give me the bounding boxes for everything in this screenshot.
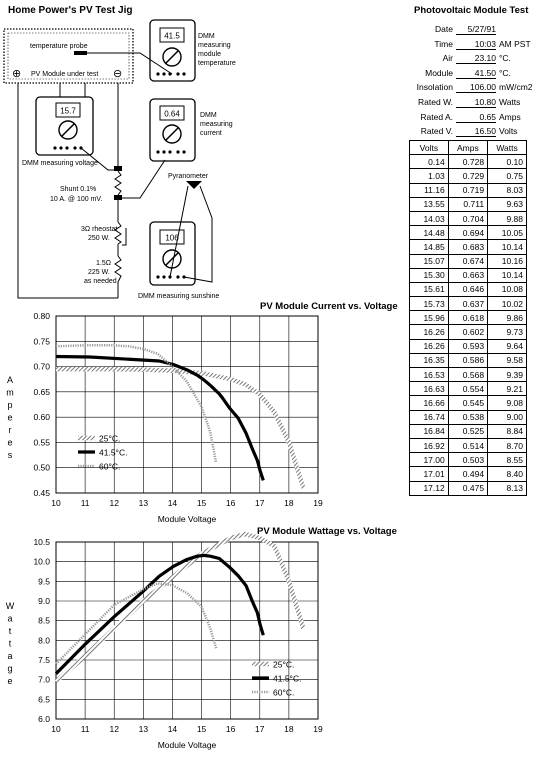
y-tick-label: 10.0 — [33, 556, 50, 567]
test-title: Photovoltaic Module Test — [414, 5, 529, 16]
x-tick-label: 17 — [255, 724, 265, 734]
table-cell: 9.86 — [488, 311, 527, 325]
jig-title: Home Power's PV Test Jig — [8, 5, 133, 16]
meter-voltage-display: 15.7 — [60, 106, 76, 116]
test-info-value: 5/27/91 — [456, 24, 496, 35]
y-tick-label: 8.5 — [38, 615, 50, 626]
y-tick-label: 6.0 — [38, 714, 50, 724]
table-row — [410, 240, 527, 254]
test-info-label: Module — [425, 67, 453, 78]
resistor-label-3: as needed — [84, 278, 117, 285]
test-info-row — [400, 112, 521, 123]
table-row — [410, 481, 527, 495]
y-tick-label: 7.5 — [38, 655, 50, 665]
table-cell: 9.21 — [488, 382, 527, 396]
table-cell: 9.58 — [488, 353, 527, 367]
table-cell: 8.03 — [488, 183, 527, 197]
y-tick-label: 6.5 — [38, 694, 50, 705]
test-info-label: Rated W. — [418, 97, 453, 107]
x-tick-label: 10 — [51, 498, 61, 508]
test-info-row — [400, 39, 531, 50]
legend-label: 60°C. — [273, 687, 295, 698]
shunt-label-2: 10 A. @ 100 mV. — [50, 196, 103, 203]
meter-temp-label-3: module — [198, 51, 221, 58]
test-info-label: Rated A. — [420, 111, 453, 122]
y-tick-label: 0.65 — [33, 386, 50, 397]
table-cell: 17.12 — [410, 481, 449, 495]
test-info-row — [400, 53, 511, 64]
legend-label: 41.5°C. — [273, 673, 302, 684]
legend-label: 25°C. — [273, 659, 295, 670]
meter-temp-label-1: DMM — [198, 33, 215, 40]
chart-current-vs-voltage — [6, 301, 397, 524]
test-info-label: Air — [442, 53, 453, 64]
y-tick-label: 0.75 — [33, 336, 50, 347]
table-cell: 0.711 — [448, 197, 487, 211]
y-tick-label: 0.70 — [33, 361, 50, 372]
test-info-row — [400, 97, 520, 108]
x-tick-label: 10 — [51, 724, 61, 734]
meter-current-label-3: current — [200, 130, 222, 137]
shunt-top — [114, 166, 122, 171]
table-cell: 0.568 — [448, 368, 487, 382]
test-info-unit: °C. — [499, 67, 511, 78]
table-cell: 14.48 — [410, 226, 449, 240]
table-cell: 8.84 — [488, 424, 527, 438]
table-row — [410, 169, 527, 183]
x-tick-label: 17 — [255, 498, 265, 508]
table-cell: 9.39 — [488, 368, 527, 382]
test-info-label: Insolation — [416, 82, 453, 93]
module-label: PV Module under test — [31, 71, 99, 78]
table-cell: 10.16 — [488, 254, 527, 268]
test-info-unit: °C. — [499, 53, 511, 64]
x-tick-label: 12 — [109, 498, 119, 508]
meter-current — [150, 99, 233, 161]
shunt-label-1: Shunt 0.1% — [60, 186, 97, 193]
table-cell: 8.70 — [488, 438, 527, 452]
table-cell: 9.73 — [488, 325, 527, 339]
table-cell: 0.728 — [448, 155, 487, 169]
table-row — [410, 438, 527, 452]
table-cell: 0.663 — [448, 268, 487, 282]
table-cell: 1.03 — [410, 169, 449, 183]
legend-label: 25°C. — [99, 433, 121, 444]
table-row — [410, 410, 527, 424]
x-tick-label: 19 — [313, 724, 323, 734]
table-cell: 16.66 — [410, 396, 449, 410]
y-tick-label: 7.0 — [38, 674, 50, 685]
y-axis-label: A m p e r e s — [6, 374, 14, 460]
resistor-label-2: 225 W. — [88, 269, 110, 276]
rheostat-label-1: 3Ω rheostat — [81, 226, 118, 233]
table-row — [410, 467, 527, 481]
minus-terminal: ⊖ — [113, 68, 123, 80]
table-cell: 0.10 — [488, 155, 527, 169]
table-cell: 0.514 — [448, 438, 487, 452]
meter-voltage-label: DMM measuring voltage — [22, 160, 98, 167]
test-info-unit: AM PST — [499, 38, 531, 49]
test-info-label: Date — [435, 24, 453, 34]
shunt-bottom — [114, 195, 122, 200]
y-tick-label: 0.45 — [33, 488, 50, 498]
table-row — [410, 297, 527, 311]
x-tick-label: 19 — [313, 498, 323, 508]
table-row — [410, 325, 527, 339]
test-info-row — [400, 24, 499, 35]
table-cell: 15.30 — [410, 268, 449, 282]
test-info-value: 16.50 — [456, 126, 496, 137]
x-axis-label: Module Voltage — [157, 514, 217, 524]
table-row — [410, 282, 527, 296]
table-cell: 10.05 — [488, 226, 527, 240]
table-cell: 0.704 — [448, 211, 487, 225]
table-cell: 0.545 — [448, 396, 487, 410]
table-cell: 0.637 — [448, 297, 487, 311]
x-tick-label: 18 — [284, 498, 294, 508]
table-row — [410, 339, 527, 353]
test-info-value: 106.00 — [456, 82, 496, 93]
temp-probe — [74, 51, 87, 55]
column-header: Amps — [448, 141, 487, 155]
table-cell: 0.538 — [448, 410, 487, 424]
table-cell: 0.75 — [488, 169, 527, 183]
meter-temp-display: 41.5 — [164, 31, 180, 41]
test-info-label: Rated V. — [420, 126, 453, 137]
meter-current-label-1: DMM — [200, 112, 217, 119]
test-info-value: 10:03 — [456, 39, 496, 50]
x-tick-label: 15 — [196, 498, 207, 508]
y-axis-label: W a t t a g e — [5, 600, 15, 686]
table-cell: 16.53 — [410, 368, 449, 382]
pyranometer-label: Pyranometer — [168, 173, 209, 180]
x-tick-label: 13 — [138, 724, 149, 734]
table-header — [410, 141, 527, 155]
table-cell: 10.08 — [488, 282, 527, 296]
test-info-value: 0.65 — [456, 112, 496, 123]
table-cell: 9.88 — [488, 211, 527, 225]
chart-title: PV Module Current vs. Voltage — [260, 301, 398, 312]
table-cell: 0.729 — [448, 169, 487, 183]
table-cell: 0.674 — [448, 254, 487, 268]
table-cell: 0.525 — [448, 424, 487, 438]
test-info-unit: Amps — [499, 111, 521, 122]
plus-terminal: ⊕ — [12, 68, 22, 80]
meter-temp-label-2: measuring — [198, 42, 231, 49]
rheostat-wiper — [122, 228, 126, 245]
y-tick-label: 0.50 — [33, 462, 50, 473]
table-cell: 0.719 — [448, 183, 487, 197]
table-row — [410, 311, 527, 325]
rheostat-label-2: 250 W. — [88, 235, 110, 242]
meter-sun-display: 106 — [165, 233, 179, 243]
table-row — [410, 453, 527, 467]
table-cell: 10.02 — [488, 297, 527, 311]
table-row — [410, 368, 527, 382]
y-tick-label: 10.5 — [33, 537, 50, 547]
x-tick-label: 12 — [109, 724, 119, 734]
table-cell: 0.14 — [410, 155, 449, 169]
table-row — [410, 211, 527, 225]
x-tick-label: 13 — [138, 498, 149, 508]
table-cell: 16.74 — [410, 410, 449, 424]
test-info-value: 23.10 — [456, 53, 496, 64]
y-tick-label: 8.0 — [38, 635, 50, 646]
table-row — [410, 155, 527, 169]
table-row — [410, 424, 527, 438]
chart-title: PV Module Wattage vs. Voltage — [257, 526, 397, 537]
table-cell: 0.494 — [448, 467, 487, 481]
y-tick-label: 0.80 — [33, 311, 50, 321]
test-info-unit: Watts — [499, 97, 521, 107]
table-row — [410, 197, 527, 211]
legend-label: 41.5°C. — [99, 447, 128, 458]
x-tick-label: 16 — [225, 724, 236, 734]
table-cell: 0.475 — [448, 481, 487, 495]
table-cell: 9.63 — [488, 197, 527, 211]
x-tick-label: 14 — [167, 498, 178, 508]
y-tick-label: 0.55 — [33, 437, 50, 448]
table-cell: 0.586 — [448, 353, 487, 367]
table-row — [410, 254, 527, 268]
x-tick-label: 18 — [284, 724, 294, 734]
chart-wattage-vs-voltage — [6, 526, 397, 750]
table-cell: 15.96 — [410, 311, 449, 325]
table-cell: 8.55 — [488, 453, 527, 467]
table-cell: 0.554 — [448, 382, 487, 396]
table-cell: 11.16 — [410, 183, 449, 197]
table-cell: 16.26 — [410, 339, 449, 353]
table-cell: 9.08 — [488, 396, 527, 410]
test-info-unit: Volts — [499, 126, 518, 137]
meter-sun-label: DMM measuring sunshine — [138, 293, 220, 300]
table-cell: 0.593 — [448, 339, 487, 353]
table-cell: 16.35 — [410, 353, 449, 367]
table-cell: 0.503 — [448, 453, 487, 467]
table-cell: 14.03 — [410, 211, 449, 225]
table-cell: 16.92 — [410, 438, 449, 452]
temp-probe-label: temperature probe — [30, 43, 88, 50]
table-cell: 10.14 — [488, 268, 527, 282]
y-tick-label: 0.60 — [33, 412, 50, 423]
table-cell: 0.602 — [448, 325, 487, 339]
column-header: Volts — [410, 141, 449, 155]
meter-voltage — [22, 97, 98, 167]
table-cell: 16.84 — [410, 424, 449, 438]
table-row — [410, 183, 527, 197]
table-cell: 8.13 — [488, 481, 527, 495]
table-cell: 17.00 — [410, 453, 449, 467]
table-cell: 9.64 — [488, 339, 527, 353]
table-body — [410, 155, 527, 496]
test-info-value: 10.80 — [456, 97, 496, 108]
x-tick-label: 11 — [80, 724, 90, 734]
test-info-label: Time — [434, 38, 453, 49]
pyranometer — [186, 181, 202, 189]
test-info-row — [400, 68, 511, 79]
table-cell: 16.26 — [410, 325, 449, 339]
x-tick-label: 16 — [225, 498, 236, 508]
table-cell: 10.14 — [488, 240, 527, 254]
x-axis-label: Module Voltage — [157, 740, 217, 750]
column-header: Watts — [488, 141, 527, 155]
table-cell: 16.63 — [410, 382, 449, 396]
x-tick-label: 15 — [196, 724, 207, 734]
table-cell: 9.00 — [488, 410, 527, 424]
legend-label: 60°C. — [99, 461, 121, 472]
table-cell: 0.618 — [448, 311, 487, 325]
test-info-value: 41.50 — [456, 68, 496, 79]
data-table — [409, 140, 527, 496]
meter-current-display: 0.64 — [164, 109, 180, 119]
meter-temperature — [150, 20, 236, 81]
test-info-row — [400, 82, 533, 93]
table-row — [410, 226, 527, 240]
table-cell: 13.55 — [410, 197, 449, 211]
table-cell: 0.683 — [448, 240, 487, 254]
resistor-label-1: 1.5Ω — [96, 260, 111, 267]
plot-area — [56, 316, 318, 493]
meter-temp-label-4: temperature — [198, 60, 236, 67]
table-row — [410, 353, 527, 367]
meter-current-label-2: measuring — [200, 121, 233, 128]
table-cell: 17.01 — [410, 467, 449, 481]
shunt-resistor — [115, 171, 121, 195]
test-info-row — [400, 126, 517, 137]
y-tick-label: 9.0 — [38, 596, 50, 606]
table-cell: 0.646 — [448, 282, 487, 296]
x-tick-label: 14 — [167, 724, 178, 734]
test-info-unit: mW/cm2 — [499, 82, 533, 93]
table-row — [410, 382, 527, 396]
table-cell: 8.40 — [488, 467, 527, 481]
table-cell: 15.07 — [410, 254, 449, 268]
x-tick-label: 11 — [80, 498, 90, 508]
table-cell: 15.61 — [410, 282, 449, 296]
y-tick-label: 9.5 — [38, 576, 50, 587]
table-cell: 0.694 — [448, 226, 487, 240]
pv-module — [4, 29, 133, 83]
table-row — [410, 396, 527, 410]
table-cell: 14.85 — [410, 240, 449, 254]
table-row — [410, 268, 527, 282]
table-cell: 15.73 — [410, 297, 449, 311]
